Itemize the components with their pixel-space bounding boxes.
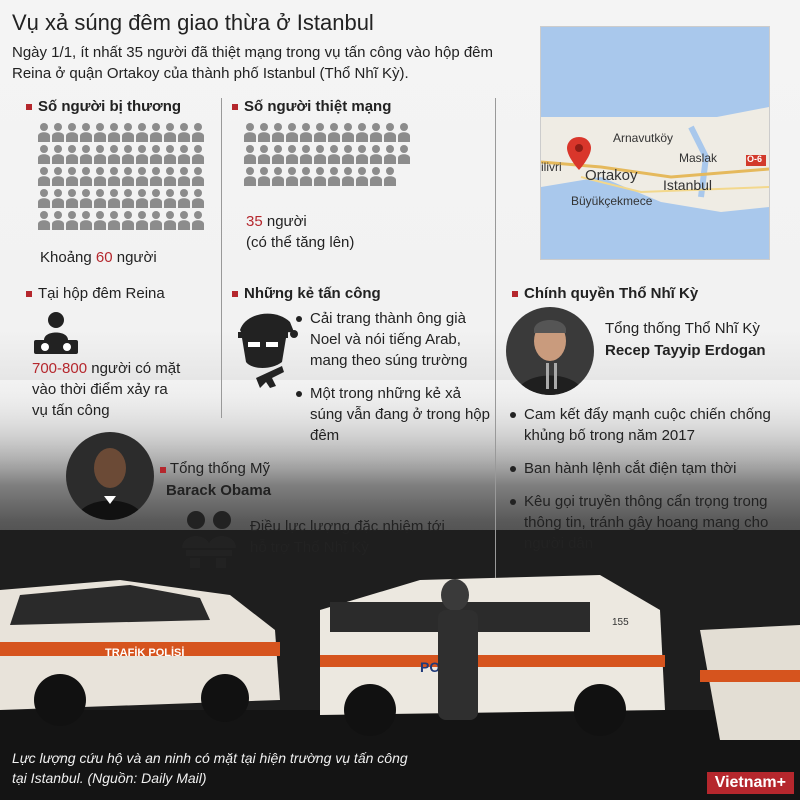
obama-action: Điều lực lượng đặc nhiệm tới hỗ trợ Thổ Nhĩ Kỳ: [250, 518, 445, 556]
club-text-line1: người có mặt: [91, 360, 181, 377]
attackers-heading-label: Những kẻ tấn công: [244, 285, 381, 302]
dead-heading: [232, 98, 391, 115]
club-text-line3: vụ tấn công: [32, 402, 110, 419]
person-icon: [356, 122, 368, 142]
person-icon: [272, 144, 284, 164]
person-icon: [122, 188, 134, 208]
person-icon: [192, 122, 204, 142]
person-icon: [258, 166, 270, 186]
person-icon: [80, 188, 92, 208]
map-label-silivri: ilivri: [541, 160, 562, 174]
person-icon: [80, 122, 92, 142]
person-icon: [328, 166, 340, 186]
dead-heading-label: Số người thiệt mạng: [244, 98, 392, 115]
person-icon: [66, 188, 78, 208]
dead-label: [246, 211, 307, 232]
person-icon: [398, 122, 410, 142]
bullet-square: [26, 291, 32, 297]
portrait-icon: [506, 307, 594, 395]
person-icon: [164, 122, 176, 142]
person-icon: [356, 144, 368, 164]
person-icon: [370, 144, 382, 164]
map-label-buyukcekmece: Büyükçekmece: [571, 194, 653, 208]
person-icon: [108, 166, 120, 186]
person-icon: [122, 166, 134, 186]
person-icon: [108, 122, 120, 142]
list-item: Một trong những kẻ xả súng vẫn đang ở trong hộp đêm: [294, 383, 494, 446]
person-icon: [178, 188, 190, 208]
person-icon: [258, 144, 270, 164]
person-icon: [244, 122, 256, 142]
obama-title-prefix: Tổng thống Mỹ: [169, 460, 270, 477]
person-icon: [108, 144, 120, 164]
bullet-square: [512, 291, 518, 297]
photo-caption: Lực lượng cứu hộ và an ninh có mặt tại hiện trường vụ tấn công tại Istanbul. (Nguồn: Daily Mail): [12, 750, 408, 786]
person-icon: [52, 122, 64, 142]
person-icon: [192, 166, 204, 186]
erdogan-name: Recep Tayyip Erdogan: [605, 342, 766, 359]
person-icon: [136, 166, 148, 186]
person-icon: [342, 144, 354, 164]
bullet-square: [160, 467, 166, 473]
person-icon: [80, 144, 92, 164]
person-icon: [192, 144, 204, 164]
person-icon: [38, 210, 50, 230]
map-label-istanbul: Istanbul: [663, 177, 713, 193]
person-icon: [66, 144, 78, 164]
person-icon: [272, 166, 284, 186]
person-icon: [178, 144, 190, 164]
istanbul-map: [540, 26, 770, 260]
person-icon: [136, 122, 148, 142]
santa-gunman-icon: [232, 308, 298, 394]
person-icon: [178, 166, 190, 186]
divider-right: [495, 98, 496, 578]
attackers-list: [294, 308, 494, 458]
person-icon: [136, 144, 148, 164]
person-icon: [136, 210, 148, 230]
person-icon: [192, 188, 204, 208]
erdogan-photo: [506, 307, 594, 395]
person-icon: [342, 122, 354, 142]
person-icon: [398, 144, 410, 164]
person-icon: [94, 210, 106, 230]
person-icon: [94, 166, 106, 186]
person-icon: [66, 166, 78, 186]
person-icon: [80, 166, 92, 186]
person-icon: [314, 144, 326, 164]
dead-label-suffix: người: [266, 213, 307, 230]
person-icon: [244, 144, 256, 164]
person-icon: [52, 144, 64, 164]
list-item: Cải trang thành ông già Noel và nói tiếng Arab, mang theo súng trường: [294, 308, 494, 371]
person-icon: [52, 188, 64, 208]
person-icon: [314, 122, 326, 142]
person-icon: [300, 166, 312, 186]
person-icon: [38, 166, 50, 186]
intro-text: Ngày 1/1, ít nhất 35 người đã thiệt mạng trong vụ tấn công vào hộp đêm Reina ở quận Ortakoy của thành phố Istanbul (Thổ Nhĩ Kỳ).: [12, 44, 494, 82]
person-icon: [314, 166, 326, 186]
bullet-square: [26, 104, 32, 110]
person-icon: [300, 122, 312, 142]
club-text: [32, 358, 212, 421]
person-icon: [286, 122, 298, 142]
brand-logo: Vietnam+: [707, 772, 794, 794]
person-icon: [150, 122, 162, 142]
dead-note: (có thể tăng lên): [246, 234, 355, 251]
list-item: Ban hành lệnh cắt điện tạm thời: [508, 458, 778, 479]
bullet-square: [232, 291, 238, 297]
injured-heading: [26, 98, 181, 115]
person-icon: [38, 188, 50, 208]
person-icon: [108, 188, 120, 208]
person-icon: [300, 144, 312, 164]
person-icon: [384, 144, 396, 164]
map-road-label: O-6: [747, 154, 763, 164]
person-icon: [94, 188, 106, 208]
injured-label-prefix: Khoảng: [40, 249, 92, 266]
club-heading: [26, 285, 165, 302]
bullet-square: [232, 104, 238, 110]
club-text-line2: vào thời điểm xảy ra: [32, 381, 168, 398]
person-icon: [94, 122, 106, 142]
club-heading-label: Tại hộp đêm Reina: [38, 285, 165, 302]
person-icon: [122, 210, 134, 230]
person-icon: [66, 122, 78, 142]
person-icon: [192, 210, 204, 230]
person-icon: [150, 166, 162, 186]
person-icon: [164, 166, 176, 186]
person-icon: [108, 210, 120, 230]
person-icon: [178, 122, 190, 142]
person-icon: [328, 122, 340, 142]
person-icon: [286, 144, 298, 164]
person-icon: [356, 166, 368, 186]
turkey-list: [508, 404, 778, 566]
dead-people-icons: [244, 122, 412, 188]
injured-heading-label: Số người bị thương: [38, 98, 182, 115]
person-icon: [370, 122, 382, 142]
obama-photo: [66, 432, 154, 520]
person-icon: [342, 166, 354, 186]
obama-title: [160, 458, 270, 479]
person-icon: [38, 144, 50, 164]
person-icon: [286, 166, 298, 186]
person-icon: [150, 144, 162, 164]
person-icon: [384, 166, 396, 186]
person-icon: [38, 122, 50, 142]
person-icon: [244, 166, 256, 186]
person-icon: [122, 144, 134, 164]
turkey-heading: [512, 285, 698, 302]
injured-label-suffix: người: [116, 249, 157, 266]
erdogan-title: Tổng thống Thổ Nhĩ Kỳ: [605, 320, 760, 337]
person-icon: [52, 210, 64, 230]
divider-left: [221, 98, 222, 418]
person-icon: [384, 122, 396, 142]
page-title: Vụ xả súng đêm giao thừa ở Istanbul: [12, 10, 374, 35]
map-label-arnavutkoy: Arnavutköy: [613, 131, 674, 145]
injured-count: 60: [95, 249, 113, 266]
person-icon: [94, 144, 106, 164]
person-icon: [328, 144, 340, 164]
map-label-maslak: Maslak: [679, 151, 718, 165]
person-icon: [370, 166, 382, 186]
injured-people-icons: [38, 122, 206, 232]
injured-label: [40, 247, 157, 268]
person-icon: [150, 210, 162, 230]
person-icon: [52, 166, 64, 186]
attackers-heading: [232, 285, 381, 302]
person-icon: [164, 144, 176, 164]
portrait-icon: [66, 432, 154, 520]
list-item: Kêu gọi truyền thông cẩn trọng trong thông tin, tránh gây hoang mang cho người dân: [508, 491, 778, 554]
club-range: 700-800: [32, 360, 88, 377]
person-icon: [178, 210, 190, 230]
obama-name: Barack Obama: [166, 482, 272, 499]
person-icon: [66, 210, 78, 230]
map-label-ortakoy: Ortakoy: [585, 167, 638, 184]
person-icon: [272, 122, 284, 142]
list-item: Cam kết đẩy mạnh cuộc chiến chống khủng bố trong năm 2017: [508, 404, 778, 446]
person-icon: [164, 188, 176, 208]
dj-icon: [32, 310, 80, 354]
dead-count: 35: [246, 213, 263, 230]
person-icon: [258, 122, 270, 142]
special-forces-icon: [180, 506, 240, 570]
person-icon: [150, 188, 162, 208]
turkey-heading-label: Chính quyền Thổ Nhĩ Kỳ: [524, 285, 699, 302]
person-icon: [164, 210, 176, 230]
person-icon: [80, 210, 92, 230]
person-icon: [136, 188, 148, 208]
person-icon: [122, 122, 134, 142]
